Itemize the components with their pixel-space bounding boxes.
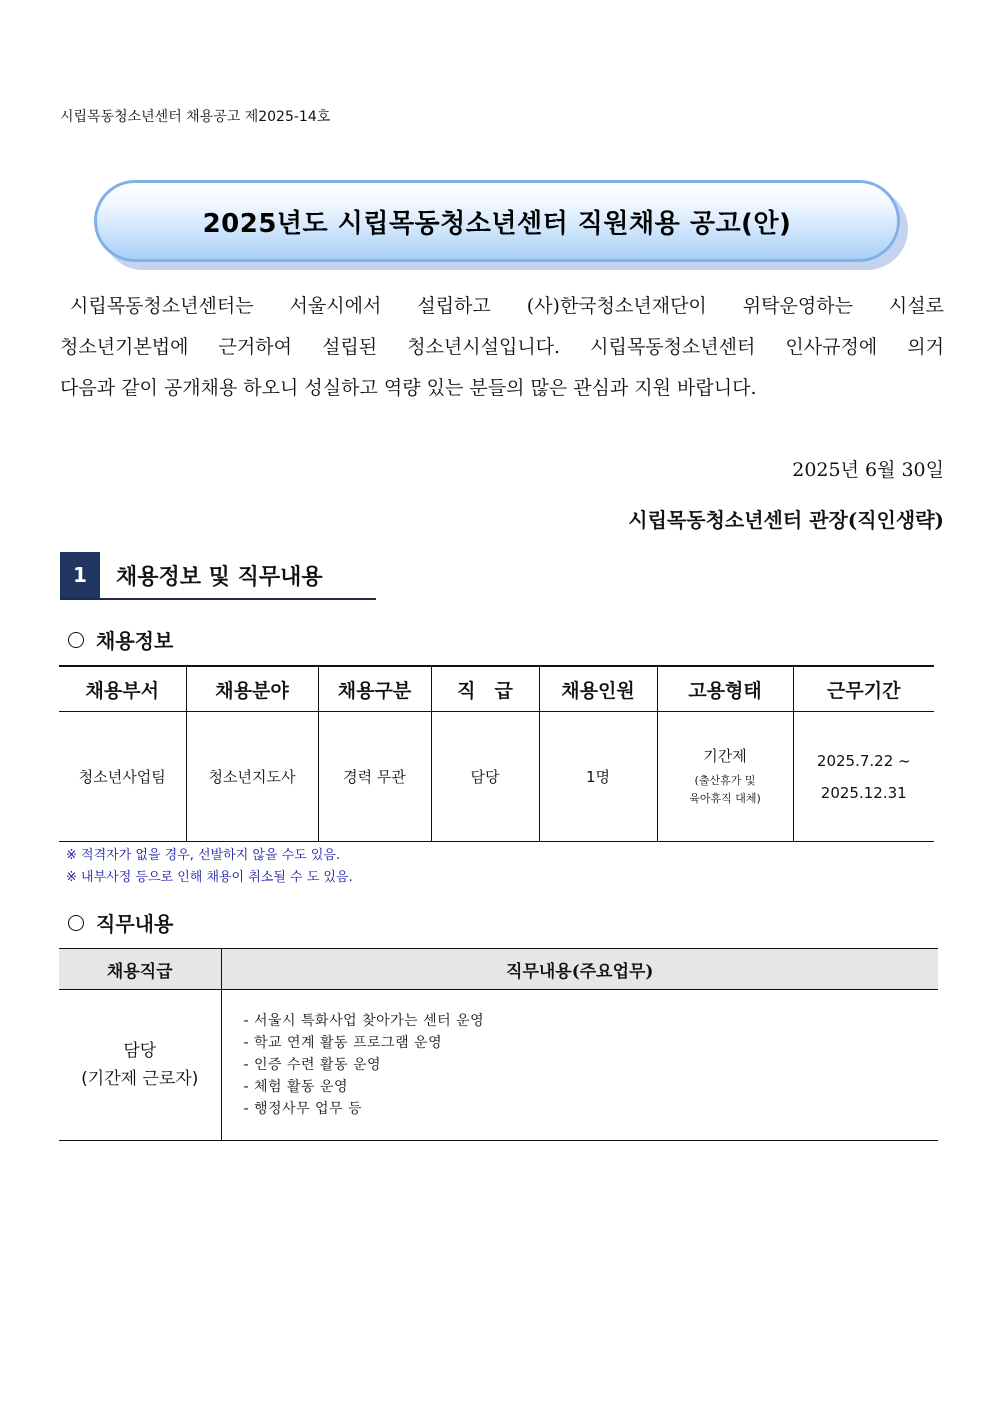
duty-rank-note: (기간제 근로자) bbox=[81, 1069, 199, 1089]
section-title: 채용정보 및 직무내용 bbox=[116, 565, 323, 590]
employment-note bbox=[658, 772, 793, 808]
column-header: 채용분야 bbox=[186, 666, 318, 712]
column-header: 직무내용(주요업무) bbox=[221, 949, 938, 990]
column-header: 채용부서 bbox=[59, 666, 186, 712]
rank-cell: 담당 bbox=[431, 712, 539, 842]
duty-list bbox=[222, 1010, 939, 1120]
column-header: 고용형태 bbox=[657, 666, 793, 712]
dept-cell: 청소년사업팀 bbox=[59, 712, 186, 842]
subheading-label: 직무내용 bbox=[96, 912, 174, 936]
announcement-date: 2025년 6월 30일 bbox=[792, 459, 944, 481]
intro-paragraph bbox=[60, 286, 944, 409]
note-line: ※ 적격자가 없을 경우, 선발하지 않을 수도 있음. bbox=[66, 848, 341, 863]
period-start: 2025.7.22 ~ bbox=[816, 751, 911, 770]
employment-note-line: 육아휴직 대체) bbox=[689, 792, 761, 805]
column-header: 채용직급 bbox=[59, 949, 221, 990]
type-cell: 경력 무관 bbox=[318, 712, 431, 842]
subheading-label: 채용정보 bbox=[96, 629, 174, 653]
list-item: - 서울시 특화사업 찾아가는 센터 운영 bbox=[243, 1013, 485, 1029]
notes bbox=[66, 845, 353, 889]
table-header-row bbox=[59, 666, 934, 712]
duty-rank-cell bbox=[59, 990, 221, 1141]
count-cell: 1명 bbox=[539, 712, 657, 842]
page-title: 2025년도 시립목동청소년센터 직원채용 공고(안) bbox=[202, 208, 792, 239]
employment-cell bbox=[657, 712, 793, 842]
list-item: - 행정사무 업무 등 bbox=[243, 1101, 363, 1117]
list-item: - 학교 연계 활동 프로그램 운영 bbox=[243, 1035, 443, 1051]
table-header-row bbox=[59, 949, 938, 990]
title-banner bbox=[94, 180, 900, 262]
section-header bbox=[60, 552, 376, 600]
list-item: - 체험 활동 운영 bbox=[243, 1079, 349, 1095]
field-cell: 청소년지도사 bbox=[186, 712, 318, 842]
column-header: 직 급 bbox=[431, 666, 539, 712]
intro-line: 시립목동청소년센터는 서울시에서 설립하고 (사)한국청소년재단이 위탁운영하는 시설로 bbox=[70, 295, 944, 317]
circle-bullet-icon bbox=[68, 632, 84, 648]
duty-content-cell bbox=[221, 990, 938, 1141]
period-end: 2025.12.31 bbox=[820, 783, 907, 802]
subheading-duty bbox=[68, 908, 173, 937]
employment-type: 기간제 bbox=[703, 747, 747, 765]
circle-bullet-icon bbox=[68, 915, 84, 931]
intro-line: 다음과 같이 공개채용 하오니 성실하고 역량 있는 분들의 많은 관심과 지원 바랍니다. bbox=[60, 377, 757, 399]
period-cell bbox=[793, 712, 934, 842]
subheading-recruit-info bbox=[68, 625, 173, 654]
table-row bbox=[59, 712, 934, 842]
section-number: 1 bbox=[60, 552, 100, 598]
table-row bbox=[59, 990, 938, 1141]
intro-line: 청소년기본법에 근거하여 설립된 청소년시설입니다. 시립목동청소년센터 인사규정에 의거 bbox=[60, 336, 944, 358]
issuer: 시립목동청소년센터 관장(직인생략) bbox=[628, 508, 944, 532]
document-number: 시립목동청소년센터 채용공고 제2025-14호 bbox=[60, 109, 331, 125]
employment-note-line: (출산휴가 및 bbox=[694, 774, 756, 787]
recruit-info-table bbox=[59, 665, 934, 842]
note-line: ※ 내부사정 등으로 인해 채용이 취소될 수 도 있음. bbox=[66, 870, 353, 885]
duty-rank: 담당 bbox=[123, 1041, 157, 1061]
duty-table bbox=[59, 948, 938, 1141]
column-header: 채용인원 bbox=[539, 666, 657, 712]
list-item: - 인증 수련 활동 운영 bbox=[243, 1057, 382, 1073]
column-header: 채용구분 bbox=[318, 666, 431, 712]
column-header: 근무기간 bbox=[793, 666, 934, 712]
